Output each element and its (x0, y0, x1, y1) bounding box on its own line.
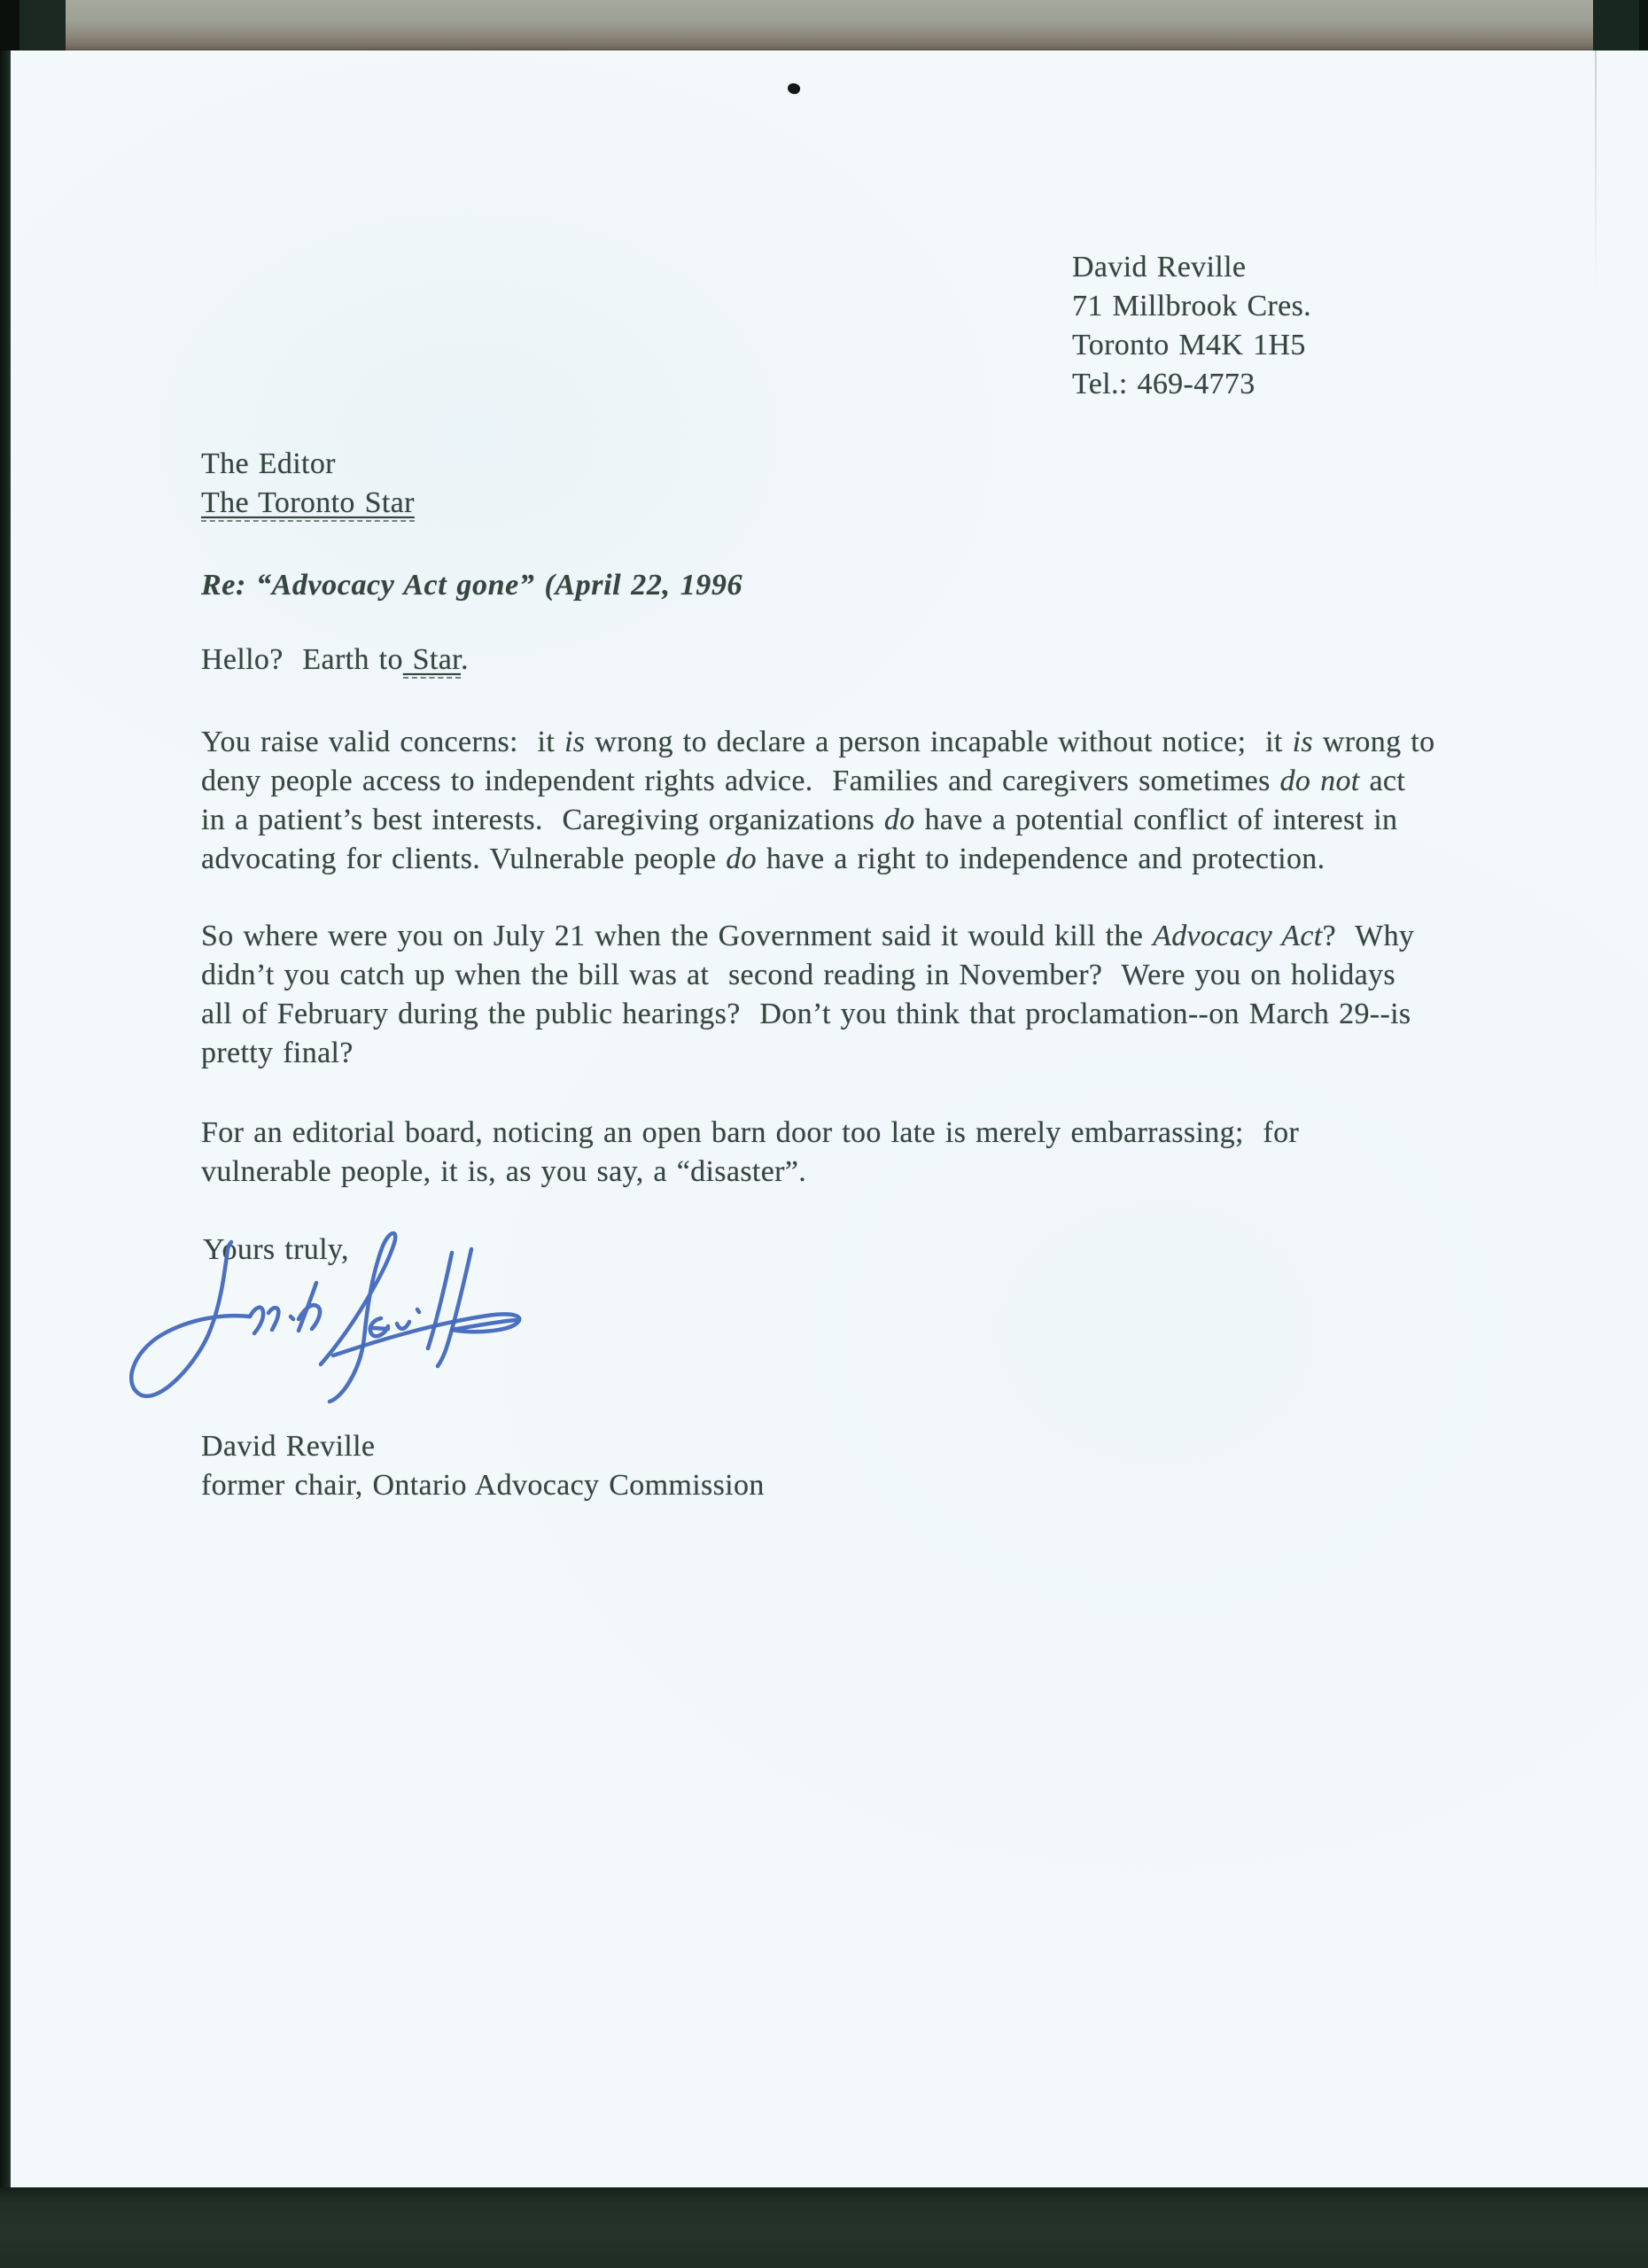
subject-line: Re: “Advocacy Act gone” (April 22, 1996 (201, 569, 743, 602)
ink-speck (786, 82, 801, 96)
italic-text: Advocacy Act (1153, 920, 1323, 952)
paper-crease (1595, 50, 1597, 290)
plain-text: Toronto M4K 1H5 (1072, 329, 1306, 361)
text-line (201, 1466, 765, 1505)
italic-text: do not (1279, 765, 1360, 797)
text-line (1072, 248, 1311, 287)
text-line (1072, 365, 1311, 404)
plain-text: So where were you on July 21 when the Government said it would kill the (201, 920, 1154, 952)
text-line (201, 1034, 1414, 1073)
text-line (201, 1114, 1299, 1153)
italic-text: is (564, 726, 586, 758)
italic-text: do (726, 843, 757, 875)
italic-text: is (1292, 726, 1313, 758)
text-line (201, 801, 1434, 840)
signature-stroke-n (268, 1308, 278, 1330)
scanner-top-band (0, 0, 1648, 50)
signature-stroke-e (370, 1318, 388, 1336)
plain-text: pretty final? (201, 1037, 354, 1069)
signature-stroke-dot (291, 1317, 293, 1319)
text-line (1072, 326, 1311, 365)
plain-text: in a patient’s best interests. Caregiving organizations (201, 804, 884, 836)
underlined-text: Star (403, 643, 461, 679)
salutation-line (201, 641, 469, 680)
scanner-left-strip (0, 50, 11, 2187)
plain-text: wrong to declare a person incapable without notice; it (585, 726, 1293, 758)
sender-address-block (1072, 248, 1311, 404)
plain-text: act (1359, 765, 1406, 797)
recipient-block (201, 445, 415, 523)
signature-stroke-h (250, 1308, 263, 1333)
text-line (201, 917, 1414, 956)
plain-text: Hello? Earth to (201, 643, 403, 676)
text-line (201, 995, 1414, 1034)
plain-text: The Editor (201, 447, 336, 480)
italic-text: do (883, 804, 915, 836)
plain-text: advocating for clients. Vulnerable people (201, 843, 727, 875)
paragraph-3 (201, 1114, 1299, 1192)
scanner-bottom-band (0, 2187, 1648, 2268)
plain-text: vulnerable people, it is, as you say, a “disaster”. (201, 1155, 807, 1188)
plain-text: David Reville (1072, 251, 1247, 284)
plain-text: 71 Millbrook Cres. (1072, 290, 1312, 322)
plain-text: have a potential conflict of interest in (914, 804, 1398, 836)
plain-text: For an editorial board, noticing an open barn door too late is merely embarrassing; for (201, 1116, 1300, 1149)
plain-text: didn’t you catch up when the bill was at second reading in November? Were you on holidays (201, 959, 1395, 991)
plain-text: deny people access to independent rights advice. Families and caregivers sometimes (201, 765, 1280, 797)
text-line (201, 445, 415, 484)
text-line (201, 840, 1434, 879)
scanner-top-right-edge (1639, 0, 1648, 51)
plain-text: . (460, 643, 469, 676)
underlined-text: The Toronto Star (201, 486, 415, 522)
signature-stroke-j-loop (131, 1242, 250, 1396)
paragraph-2 (201, 917, 1414, 1073)
plain-text: former chair, Ontario Advocacy Commission (201, 1469, 765, 1502)
text-line (201, 1427, 765, 1466)
plain-text: all of February during the public hearings? Don’t you think that proclamation--on March 29--is (201, 998, 1411, 1030)
text-line (201, 956, 1414, 995)
text-line (201, 484, 415, 523)
plain-text: have a right to independence and protection. (756, 843, 1325, 875)
scanner-top-left-shadow (19, 0, 66, 55)
plain-text: David Reville (201, 1430, 376, 1463)
scanner-top-right-corner (1593, 0, 1639, 51)
letter-page (10, 50, 1648, 2187)
signature-stroke-ll (428, 1249, 471, 1366)
closing-line: Yours truly, (203, 1233, 349, 1266)
signature-stroke-v (397, 1322, 409, 1329)
plain-text: ? Why (1322, 920, 1415, 952)
signature-stroke-i-dot (417, 1309, 419, 1312)
text-line (201, 762, 1434, 801)
text-line (201, 1153, 1299, 1192)
plain-text: Tel.: 469-4773 (1072, 368, 1255, 400)
plain-text: wrong to (1312, 726, 1435, 758)
signature-stroke-d (299, 1283, 320, 1331)
plain-text: You raise valid concerns: it (201, 726, 564, 758)
text-line (1072, 287, 1311, 326)
signature-scribble (115, 1230, 532, 1425)
paragraph-1 (201, 723, 1434, 879)
text-line (201, 723, 1434, 762)
signature-block (201, 1427, 765, 1505)
signature-stroke-r-loop (321, 1233, 395, 1402)
